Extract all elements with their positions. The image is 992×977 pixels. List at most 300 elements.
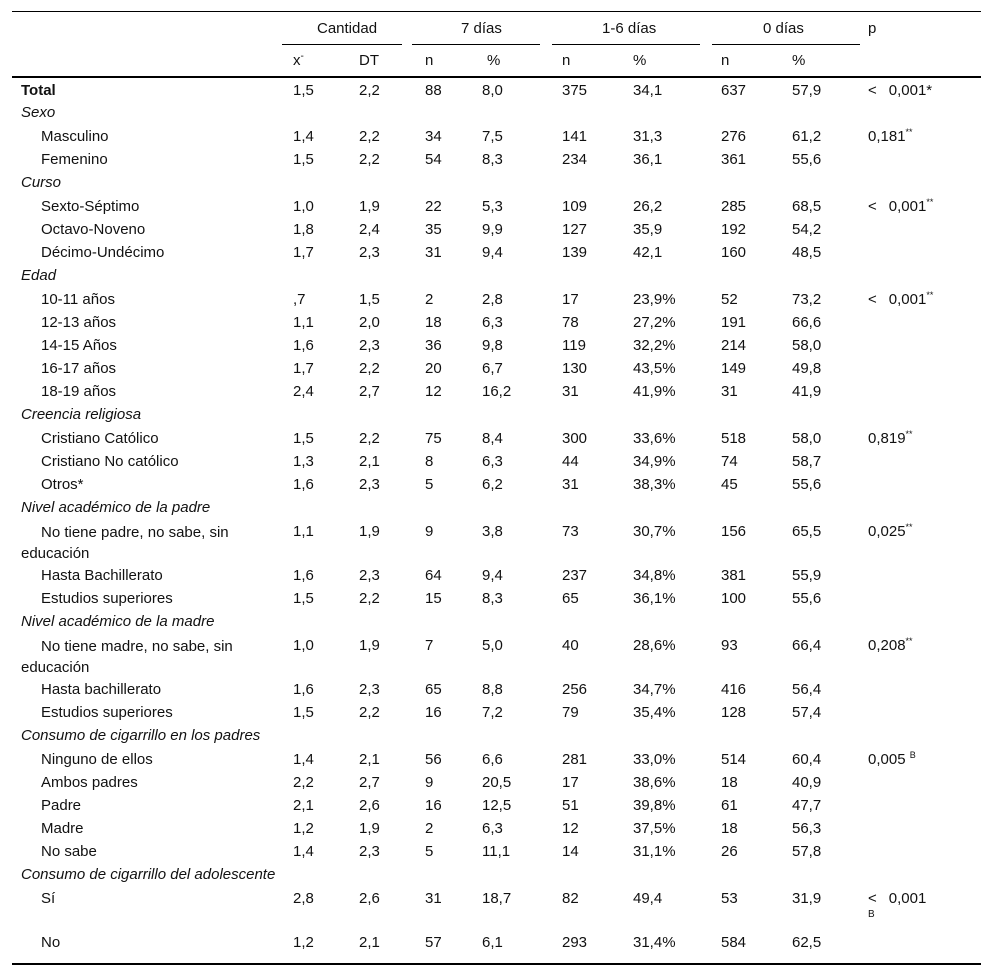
cell-pct-7: 9,9 [482, 221, 503, 238]
header-cantidad: Cantidad [317, 20, 378, 37]
cell-n-0: 192 [721, 221, 747, 238]
cell-n-0: 53 [721, 890, 738, 907]
cell-pct-16: 35,9 [633, 221, 663, 238]
cell-pct-16: 31,3 [633, 128, 663, 145]
cell-pct-0: 61,2 [792, 128, 822, 145]
cell-pct-16: 36,1 [633, 151, 663, 168]
cell-n-0: 191 [721, 314, 747, 331]
cell-n-0: 52 [721, 291, 738, 308]
cell-n-16: 78 [562, 314, 579, 331]
cell-n-0: 156 [721, 523, 747, 540]
cell-mean: 1,3 [293, 453, 314, 470]
cell-n-16: 65 [562, 590, 579, 607]
cell-pct-7: 8,0 [482, 82, 503, 99]
cell-mean: 1,2 [293, 934, 314, 951]
cell-pct-0: 58,0 [792, 337, 822, 354]
cell-n-7: 16 [425, 704, 442, 721]
row-label: Sexto-Séptimo [41, 198, 140, 215]
cell-n-7: 7 [425, 637, 434, 654]
cell-pct-7: 6,1 [482, 934, 503, 951]
row-label: No [41, 934, 61, 951]
cell-dt: 2,2 [359, 82, 380, 99]
cell-dt: 2,2 [359, 151, 380, 168]
cell-dt: 2,3 [359, 681, 380, 698]
cell-pct-0: 55,9 [792, 567, 822, 584]
cell-dt: 2,3 [359, 567, 380, 584]
category-row [12, 497, 981, 519]
cell-pct-0: 55,6 [792, 476, 822, 493]
category-label: Creencia religiosa [21, 406, 142, 423]
cell-n-0: 584 [721, 934, 747, 951]
cell-n-0: 361 [721, 151, 747, 168]
cell-pct-0: 56,3 [792, 820, 822, 837]
cell-pct-7: 8,3 [482, 590, 503, 607]
cell-n-7: 31 [425, 244, 442, 261]
table-row [12, 749, 981, 771]
cell-pct-16: 31,4% [633, 934, 676, 951]
row-label: Cristiano Católico [41, 430, 159, 447]
table-row [12, 795, 981, 817]
cell-pct-7: 5,0 [482, 637, 503, 654]
table-row [12, 588, 981, 610]
cell-pct-16: 38,3% [633, 476, 676, 493]
underline-0-dias [712, 44, 860, 45]
table-row [12, 312, 981, 334]
p-value: 0,025** [868, 522, 913, 540]
cell-n-7: 15 [425, 590, 442, 607]
cell-pct-16: 33,6% [633, 430, 676, 447]
cell-n-0: 276 [721, 128, 747, 145]
cell-n-0: 149 [721, 360, 747, 377]
cell-pct-16: 32,2% [633, 337, 676, 354]
cell-dt: 2,2 [359, 590, 380, 607]
cell-pct-0: 65,5 [792, 523, 822, 540]
category-row [12, 725, 981, 747]
cell-pct-16: 41,9% [633, 383, 676, 400]
cell-n-16: 82 [562, 890, 579, 907]
cell-n-0: 18 [721, 820, 738, 837]
p-value: < 0,001** [868, 290, 934, 308]
cell-n-16: 375 [562, 82, 588, 99]
table-row [12, 428, 981, 450]
cell-mean: 2,8 [293, 890, 314, 907]
cell-pct-7: 7,2 [482, 704, 503, 721]
cell-pct-0: 66,4 [792, 637, 822, 654]
cell-pct-0: 73,2 [792, 291, 822, 308]
cell-n-7: 20 [425, 360, 442, 377]
cell-dt: 2,3 [359, 843, 380, 860]
table-row [12, 635, 981, 676]
cell-mean: 1,4 [293, 843, 314, 860]
cell-n-0: 31 [721, 383, 738, 400]
table-row [12, 242, 981, 264]
cell-pct-7: 12,5 [482, 797, 512, 814]
cell-pct-7: 2,8 [482, 291, 503, 308]
row-label: 18-19 años [41, 383, 117, 400]
cell-n-7: 65 [425, 681, 442, 698]
cell-n-7: 12 [425, 383, 442, 400]
cell-dt: 2,1 [359, 934, 380, 951]
cell-n-7: 5 [425, 843, 434, 860]
cell-n-16: 119 [562, 337, 586, 354]
cell-dt: 2,3 [359, 476, 380, 493]
table-row [12, 474, 981, 496]
cell-dt: 1,9 [359, 523, 380, 540]
cell-pct-0: 41,9 [792, 383, 822, 400]
cell-dt: 2,2 [359, 704, 380, 721]
table-row [12, 818, 981, 840]
table-row [12, 679, 981, 701]
cell-pct-7: 6,3 [482, 453, 503, 470]
row-label: Octavo-Noveno [41, 221, 146, 238]
cell-dt: 2,6 [359, 797, 380, 814]
cell-pct-0: 48,5 [792, 244, 822, 261]
cell-dt: 1,9 [359, 820, 380, 837]
row-label: No sabe [41, 843, 97, 860]
subheader-dt: DT [359, 52, 379, 69]
cell-n-16: 40 [562, 637, 579, 654]
p-value: 0,181** [868, 127, 913, 145]
cell-mean: 1,1 [293, 314, 314, 331]
cell-pct-16: 37,5% [633, 820, 676, 837]
cell-dt: 2,2 [359, 430, 380, 447]
cell-n-0: 514 [721, 751, 747, 768]
cell-pct-0: 57,8 [792, 843, 822, 860]
cell-pct-0: 57,9 [792, 82, 822, 99]
cell-n-16: 127 [562, 221, 588, 238]
category-row [12, 102, 981, 124]
cell-dt: 2,1 [359, 453, 380, 470]
cell-n-7: 36 [425, 337, 442, 354]
cell-pct-0: 66,6 [792, 314, 822, 331]
cell-n-16: 14 [562, 843, 579, 860]
cell-n-0: 26 [721, 843, 738, 860]
cell-n-0: 160 [721, 244, 747, 261]
category-label: Sexo [21, 104, 56, 121]
cell-n-7: 34 [425, 128, 442, 145]
cell-mean: 1,5 [293, 151, 314, 168]
cell-n-16: 44 [562, 453, 579, 470]
cell-pct-7: 9,8 [482, 337, 503, 354]
subheader-n-16: n [562, 52, 571, 69]
cell-mean: 2,4 [293, 383, 314, 400]
cell-pct-7: 6,2 [482, 476, 503, 493]
cell-pct-16: 34,7% [633, 681, 676, 698]
cell-n-7: 8 [425, 453, 434, 470]
table-row [12, 196, 981, 218]
cell-pct-16: 35,4% [633, 704, 676, 721]
row-label: Hasta Bachillerato [41, 567, 163, 584]
row-label: 16-17 años [41, 360, 117, 377]
cell-mean: 1,8 [293, 221, 314, 238]
p-value-subscript: B [868, 909, 875, 920]
cell-pct-7: 8,3 [482, 151, 503, 168]
cell-mean: 1,2 [293, 820, 314, 837]
table-row [12, 451, 981, 473]
cell-pct-16: 27,2% [633, 314, 676, 331]
cell-n-7: 57 [425, 934, 442, 951]
cell-n-7: 35 [425, 221, 442, 238]
table-row [12, 80, 981, 102]
cell-dt: 2,3 [359, 244, 380, 261]
row-label: 14-15 Años [41, 337, 117, 354]
row-label: Madre [41, 820, 84, 837]
cell-dt: 2,1 [359, 751, 380, 768]
cell-mean: 1,0 [293, 637, 314, 654]
cell-mean: 2,1 [293, 797, 314, 814]
row-label: Estudios superiores [41, 590, 173, 607]
table-row [12, 358, 981, 380]
cell-n-16: 256 [562, 681, 588, 698]
row-label: Décimo-Undécimo [41, 244, 165, 261]
cell-n-16: 130 [562, 360, 588, 377]
table-row [12, 772, 981, 794]
cell-pct-0: 62,5 [792, 934, 822, 951]
cell-n-16: 79 [562, 704, 579, 721]
category-row [12, 404, 981, 426]
underline-7-dias [412, 44, 540, 45]
row-label: Total [21, 82, 56, 99]
cell-dt: 2,6 [359, 890, 380, 907]
cell-mean: 1,0 [293, 198, 314, 215]
cell-n-16: 300 [562, 430, 588, 447]
cell-mean: 1,4 [293, 751, 314, 768]
table-row [12, 381, 981, 403]
cell-n-7: 31 [425, 890, 442, 907]
cell-pct-16: 34,8% [633, 567, 676, 584]
cell-n-0: 18 [721, 774, 738, 791]
cell-mean: 1,7 [293, 360, 314, 377]
cell-pct-0: 58,7 [792, 453, 822, 470]
category-label: Consumo de cigarrillo en los padres [21, 727, 261, 744]
cell-n-16: 139 [562, 244, 588, 261]
table-row [12, 149, 981, 171]
subheader-pct-7: % [487, 52, 501, 69]
cell-n-16: 281 [562, 751, 588, 768]
row-label: Ninguno de ellos [41, 751, 153, 768]
cell-n-0: 416 [721, 681, 747, 698]
p-value: 0,005 $^B$ [868, 750, 916, 768]
cell-mean: 1,6 [293, 567, 314, 584]
cell-pct-7: 9,4 [482, 567, 503, 584]
table-bottom-rule [12, 963, 981, 965]
category-row [12, 172, 981, 194]
cell-dt: 1,9 [359, 637, 380, 654]
cell-pct-16: 39,8% [633, 797, 676, 814]
p-value: < 0,001 [868, 890, 927, 907]
cell-mean: 1,4 [293, 128, 314, 145]
cell-dt: 1,5 [359, 291, 380, 308]
cell-n-0: 128 [721, 704, 747, 721]
cell-mean: 2,2 [293, 774, 314, 791]
cell-n-7: 2 [425, 291, 434, 308]
row-label: Ambos padres [41, 774, 138, 791]
cell-pct-16: 28,6% [633, 637, 676, 654]
cell-pct-16: 31,1% [633, 843, 676, 860]
cell-dt: 2,3 [359, 337, 380, 354]
cell-pct-16: 42,1 [633, 244, 663, 261]
row-label: No tiene madre, no sabe, sin educación [21, 638, 233, 676]
row-label: Masculino [41, 128, 109, 145]
category-label: Consumo de cigarrillo del adolescente [21, 866, 276, 883]
cell-n-7: 9 [425, 774, 434, 791]
cell-n-7: 18 [425, 314, 442, 331]
cell-mean: 1,7 [293, 244, 314, 261]
category-label: Nivel académico de la padre [21, 499, 211, 516]
row-label: No tiene padre, no sabe, sin educación [21, 524, 229, 562]
table-row [12, 932, 981, 954]
cell-pct-7: 5,3 [482, 198, 503, 215]
cell-pct-7: 9,4 [482, 244, 503, 261]
cell-dt: 2,7 [359, 383, 380, 400]
table-top-rule [12, 11, 981, 12]
subheader-pct-16: % [633, 52, 647, 69]
cell-n-16: 234 [562, 151, 588, 168]
cell-dt: 2,0 [359, 314, 380, 331]
cell-n-0: 381 [721, 567, 747, 584]
p-value: < 0,001* [868, 82, 933, 99]
cell-n-16: 293 [562, 934, 588, 951]
cell-n-16: 31 [562, 476, 579, 493]
cell-n-7: 75 [425, 430, 442, 447]
p-value: 0,208** [868, 636, 913, 654]
cell-pct-0: 54,2 [792, 221, 822, 238]
cell-dt: 2,2 [359, 360, 380, 377]
cell-pct-0: 56,4 [792, 681, 822, 698]
cell-pct-7: 20,5 [482, 774, 512, 791]
table-row [12, 219, 981, 241]
row-label: Femenino [41, 151, 108, 168]
cell-pct-16: 38,6% [633, 774, 676, 791]
p-value: < 0,001** [868, 197, 934, 215]
row-label: Cristiano No católico [41, 453, 179, 470]
cell-dt: 2,4 [359, 221, 380, 238]
table-row [12, 565, 981, 587]
cell-pct-7: 16,2 [482, 383, 512, 400]
category-label: Nivel académico de la madre [21, 613, 215, 630]
cell-pct-16: 34,9% [633, 453, 676, 470]
cell-mean: 1,1 [293, 523, 314, 540]
cell-n-7: 56 [425, 751, 442, 768]
cell-n-0: 285 [721, 198, 747, 215]
cell-pct-7: 8,8 [482, 681, 503, 698]
cell-mean: 1,6 [293, 476, 314, 493]
cell-pct-7: 7,5 [482, 128, 503, 145]
cell-n-7: 16 [425, 797, 442, 814]
cell-mean: 1,5 [293, 82, 314, 99]
cell-pct-7: 6,6 [482, 751, 503, 768]
cell-pct-16: 26,2 [633, 198, 663, 215]
row-label: Estudios superiores [41, 704, 173, 721]
cell-n-7: 9 [425, 523, 434, 540]
table-row [12, 126, 981, 148]
category-row [12, 265, 981, 287]
cell-mean: 1,5 [293, 430, 314, 447]
row-label: Hasta bachillerato [41, 681, 162, 698]
table-row [12, 521, 981, 562]
category-label: Edad [21, 267, 57, 284]
cell-n-16: 12 [562, 820, 579, 837]
cell-n-16: 31 [562, 383, 579, 400]
table-row [12, 888, 981, 920]
row-label: 10-11 años [41, 291, 115, 308]
cell-pct-0: 49,8 [792, 360, 822, 377]
cell-pct-0: 31,9 [792, 890, 822, 907]
cell-n-16: 51 [562, 797, 579, 814]
cell-pct-7: 6,7 [482, 360, 503, 377]
cell-n-0: 45 [721, 476, 738, 493]
cell-pct-16: 49,4 [633, 890, 663, 907]
subheader-n-7: n [425, 52, 434, 69]
cell-n-0: 74 [721, 453, 738, 470]
cell-mean: ,7 [293, 291, 306, 308]
header-bottom-rule [12, 76, 981, 78]
subheader-n-0: n [721, 52, 730, 69]
cell-pct-7: 8,4 [482, 430, 503, 447]
cell-n-0: 100 [721, 590, 747, 607]
cell-n-0: 61 [721, 797, 738, 814]
cell-n-16: 17 [562, 774, 579, 791]
table-row [12, 702, 981, 724]
cell-mean: 1,5 [293, 704, 314, 721]
subheader-mean: x- [293, 51, 304, 69]
category-row [12, 611, 981, 633]
cell-dt: 2,7 [359, 774, 380, 791]
cell-pct-0: 68,5 [792, 198, 822, 215]
cell-pct-7: 11,1 [482, 843, 511, 860]
row-label: 12-13 años [41, 314, 117, 331]
cell-n-0: 93 [721, 637, 738, 654]
cell-n-16: 141 [562, 128, 588, 145]
cell-pct-0: 60,4 [792, 751, 822, 768]
cell-n-7: 88 [425, 82, 442, 99]
cell-mean: 1,6 [293, 337, 314, 354]
row-label: Sí [41, 890, 56, 907]
header-7-dias: 7 días [461, 20, 502, 37]
cell-pct-0: 55,6 [792, 151, 822, 168]
cell-pct-7: 6,3 [482, 820, 503, 837]
header-1-6-dias: 1-6 días [602, 20, 657, 37]
header-p: p [868, 20, 877, 37]
cell-n-7: 5 [425, 476, 434, 493]
cell-n-7: 54 [425, 151, 442, 168]
cell-pct-16: 43,5% [633, 360, 676, 377]
cell-mean: 1,6 [293, 681, 314, 698]
cell-n-7: 22 [425, 198, 442, 215]
cell-pct-16: 34,1 [633, 82, 663, 99]
cell-pct-7: 6,3 [482, 314, 503, 331]
cell-n-16: 17 [562, 291, 579, 308]
category-label: Curso [21, 174, 62, 191]
underline-cantidad [282, 44, 402, 45]
cell-n-0: 637 [721, 82, 747, 99]
underline-1-6-dias [552, 44, 700, 45]
cell-pct-16: 36,1% [633, 590, 676, 607]
cell-n-16: 237 [562, 567, 588, 584]
table-row [12, 841, 981, 863]
cell-n-0: 214 [721, 337, 747, 354]
cell-pct-16: 33,0% [633, 751, 676, 768]
cell-pct-0: 40,9 [792, 774, 822, 791]
cell-pct-0: 57,4 [792, 704, 822, 721]
cell-pct-0: 58,0 [792, 430, 822, 447]
header-0-dias: 0 días [763, 20, 804, 37]
row-label: Padre [41, 797, 82, 814]
cell-n-16: 73 [562, 523, 579, 540]
cell-dt: 2,2 [359, 128, 380, 145]
cell-n-7: 2 [425, 820, 434, 837]
cell-pct-16: 30,7% [633, 523, 676, 540]
